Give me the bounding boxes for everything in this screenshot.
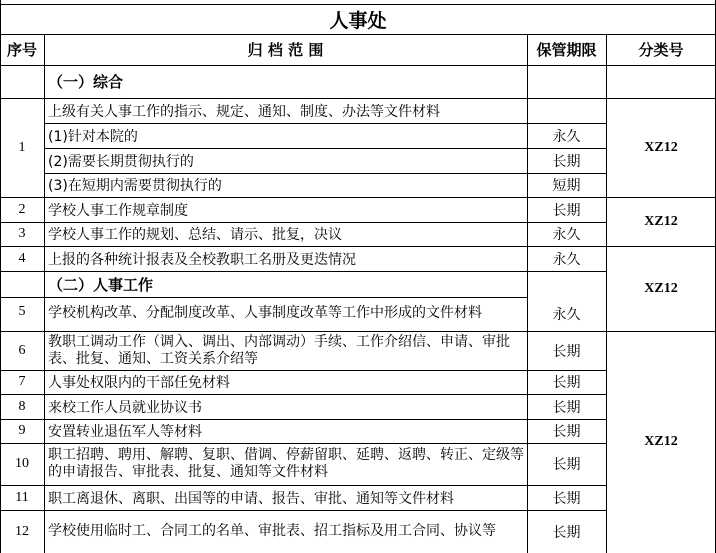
row-retention: 长期 bbox=[552, 490, 581, 507]
row-scope: 职工离退休、离职、出国等的申请、报告、审批、通知等文件材料 bbox=[48, 490, 454, 507]
row-number: 3 bbox=[18, 226, 26, 241]
header-no: 序号 bbox=[6, 41, 37, 59]
header-scope: 归 档 范 围 bbox=[247, 41, 324, 59]
row-scope: 来校工作人员就业协议书 bbox=[48, 399, 202, 416]
row-retention: 永久 bbox=[552, 128, 581, 145]
row-retention: 长期 bbox=[552, 424, 581, 440]
row-number: 4 bbox=[18, 250, 26, 266]
row-scope: 人事处权限内的干部任免材料 bbox=[48, 375, 230, 391]
row-number: 8 bbox=[18, 398, 26, 414]
row-scope: 学校机构改革、分配制度改革、人事制度改革等工作中形成的文件材料 bbox=[48, 305, 482, 321]
row-scope: 教职工调动工作（调入、调出、内部调动）手续、工作介绍信、申请、审批表、批复、通知、工资关系介绍等 bbox=[48, 333, 510, 367]
row-scope: (3)在短期内需要贯彻执行的 bbox=[48, 178, 222, 194]
row-scope: 上报的各种统计报表及全校教职工名册及更迭情况 bbox=[48, 251, 356, 268]
row-number: 5 bbox=[18, 304, 26, 319]
category-code: XZ12 bbox=[644, 434, 678, 449]
row-scope: 上级有关人事工作的指示、规定、通知、制度、办法等文件材料 bbox=[48, 103, 440, 120]
row-number: 7 bbox=[18, 374, 26, 389]
row-number: 9 bbox=[18, 423, 26, 438]
grid-line bbox=[44, 34, 45, 553]
row-scope: 职工招聘、聘用、解聘、复职、借调、停薪留职、延聘、返聘、转正、定级等的申请报告、审批表、批复、通知等文件材料 bbox=[48, 447, 524, 480]
row-retention: 长期 bbox=[552, 399, 581, 416]
row-retention: 长期 bbox=[552, 202, 581, 219]
row-number: 11 bbox=[15, 489, 29, 505]
row-number: 10 bbox=[15, 456, 29, 471]
row-number: 2 bbox=[18, 201, 26, 217]
row-retention: 短期 bbox=[552, 178, 581, 194]
category-code: XZ12 bbox=[644, 213, 678, 229]
row-retention: 长期 bbox=[552, 457, 581, 473]
row-retention: 永久 bbox=[552, 251, 581, 268]
section-personnel: （二）人事工作 bbox=[48, 275, 154, 294]
category-code: XZ12 bbox=[644, 280, 678, 296]
row-number: 6 bbox=[18, 342, 26, 358]
row-scope: 安置转业退伍军人等材料 bbox=[48, 424, 202, 440]
row-retention: 长期 bbox=[552, 153, 581, 170]
row-retention: 永久 bbox=[552, 307, 581, 323]
row-retention: 永久 bbox=[552, 227, 581, 243]
row-scope: 学校人事工作的规划、总结、请示、批复，决议 bbox=[48, 227, 342, 243]
header-code: 分类号 bbox=[638, 41, 684, 59]
table-title: 人事处 bbox=[329, 9, 387, 32]
row-scope: (2)需要长期贯彻执行的 bbox=[48, 153, 194, 170]
row-scope: (1)针对本院的 bbox=[48, 128, 138, 145]
row-retention: 长期 bbox=[552, 524, 581, 541]
header-retention: 保管期限 bbox=[536, 41, 597, 59]
row-number: 12 bbox=[15, 523, 29, 539]
row-scope: 学校人事工作规章制度 bbox=[48, 202, 188, 219]
row-retention: 长期 bbox=[552, 343, 581, 360]
category-code: XZ12 bbox=[644, 139, 678, 155]
row-scope: 学校使用临时工、合同工的名单、审批表、招工指标及用工合同、协议等 bbox=[48, 523, 496, 539]
section-general: （一）综合 bbox=[48, 73, 124, 91]
row-retention: 长期 bbox=[552, 375, 581, 391]
row-number: 1 bbox=[18, 139, 26, 155]
